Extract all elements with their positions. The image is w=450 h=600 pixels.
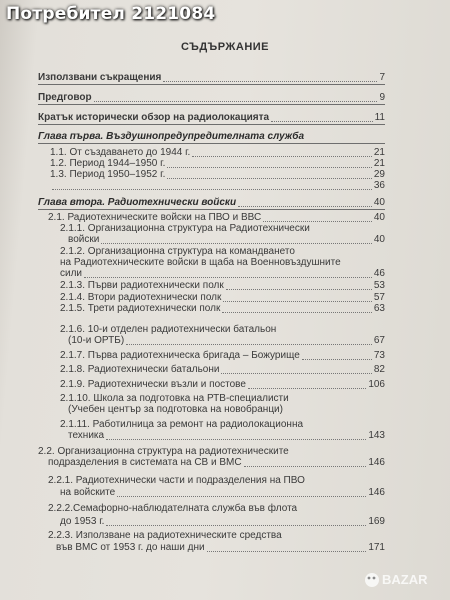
toc-entry — [48, 530, 385, 541]
toc-entry — [56, 542, 385, 553]
logo-text: BAZAR — [382, 572, 428, 587]
toc-entry — [38, 197, 385, 208]
bazar-logo-icon — [362, 562, 442, 594]
toc-entry — [50, 169, 385, 180]
toc-entry — [48, 457, 385, 468]
toc-entry-title: Използвани съкращения — [38, 72, 162, 83]
toc-entry-page: 40 — [373, 234, 385, 245]
toc-entry — [48, 475, 385, 486]
toc-dot-leader — [248, 388, 366, 389]
toc-entry-title: до 1953 г. — [60, 516, 105, 527]
toc-entry-title: 2.2. Организационна структура на радиотехническите — [38, 446, 289, 457]
toc-entry-title: 2.1.6. 10-и отделен радиотехнически батальон — [60, 324, 277, 335]
toc-entry — [50, 158, 385, 169]
toc-entry-title: 2.1.9. Радиотехнически възли и постове — [60, 379, 246, 390]
toc-entry-title: 2.1.10. Школа за подготовка на РТВ-специалисти — [60, 393, 289, 404]
section-rule — [38, 104, 385, 105]
toc-entry — [60, 419, 385, 430]
toc-entry-page: 36 — [373, 180, 385, 191]
toc-entry-page: 21 — [373, 158, 385, 169]
toc-entry-title: на войските — [60, 487, 116, 498]
toc-entry-title: (Учебен център за подготовка на новобранци) — [68, 404, 283, 415]
toc-entry — [60, 364, 385, 375]
toc-dot-leader — [221, 373, 371, 374]
toc-entry — [68, 234, 385, 245]
toc-entry-title: 2.1.3. Първи радиотехнически полк — [60, 280, 224, 291]
toc-entry-title: 1.2. Период 1944–1950 г. — [50, 158, 166, 169]
toc-entry — [68, 335, 385, 346]
toc-entry-page: 40 — [373, 197, 385, 208]
toc-entry-page: 40 — [373, 212, 385, 223]
toc-entry — [60, 223, 385, 234]
toc-entry-title: сили — [60, 268, 83, 279]
toc-entry-title: Кратък исторически обзор на радиолокацията — [38, 112, 270, 123]
toc-dot-leader — [94, 101, 378, 102]
toc-entry — [38, 72, 385, 83]
toc-entry-page: 146 — [368, 487, 385, 498]
toc-dot-leader — [226, 289, 372, 290]
toc-dot-leader — [223, 301, 372, 302]
toc-dot-leader — [167, 178, 372, 179]
toc-dot-leader — [222, 312, 372, 313]
toc-entry-page: 46 — [373, 268, 385, 279]
toc-dot-leader — [167, 167, 372, 168]
toc-entry — [60, 350, 385, 361]
toc-entry — [68, 404, 385, 415]
toc-entry-title: 2.1.2. Организационна структура на командването — [60, 246, 295, 257]
toc-dot-leader — [207, 551, 367, 552]
toc-entry-title: 2.1.5. Трети радиотехнически полк — [60, 303, 221, 314]
toc-entry — [60, 393, 385, 404]
toc-entry-page: 171 — [368, 542, 385, 553]
toc-entry-title: на Радиотехническите войски в щаба на Военновъздушните — [60, 257, 341, 268]
toc-dot-leader — [84, 277, 372, 278]
toc-dot-leader — [263, 221, 372, 222]
toc-entry-title: 2.2.3. Използване на радиотехническите средства — [48, 530, 282, 541]
toc-entry-title: 1.3. Период 1950–1952 г. — [50, 169, 166, 180]
toc-entry-page: 169 — [368, 516, 385, 527]
toc-entry-title: Глава втора. Радиотехнически войски — [38, 197, 237, 208]
toc-dot-leader — [52, 189, 372, 190]
toc-dot-leader — [244, 466, 367, 467]
toc-dot-leader — [106, 439, 366, 440]
toc-entry — [60, 246, 385, 257]
toc-entry-page: 106 — [368, 379, 385, 390]
toc-entry-page: 63 — [373, 303, 385, 314]
toc-entry-title: 2.1.4. Втори радиотехнически полк — [60, 292, 222, 303]
toc-entry-title: във ВМС от 1953 г. до наши дни — [56, 542, 205, 553]
toc-dot-leader — [238, 206, 372, 207]
toc-dot-leader — [192, 156, 372, 157]
toc-entry — [48, 503, 385, 514]
toc-entry — [38, 446, 385, 457]
toc-entry-page: 29 — [373, 169, 385, 180]
toc-entry-title: Предговор — [38, 92, 92, 103]
toc-dot-leader — [117, 496, 366, 497]
toc-entry — [60, 487, 385, 498]
toc-entry — [60, 324, 385, 335]
toc-entry — [60, 268, 385, 279]
toc-entry-title: 2.1.8. Радиотехнически батальони — [60, 364, 220, 375]
toc-entry — [60, 379, 385, 390]
toc-entry-page: 57 — [373, 292, 385, 303]
toc-entry-title: подразделения в системата на СВ и ВМС — [48, 457, 242, 468]
toc-entry-title: 2.2.1. Радиотехнически части и подразделения на ПВО — [48, 475, 305, 486]
toc-entry-title: 2.1.1. Организационна структура на Радиотехнически — [60, 223, 310, 234]
toc-entry-title: 2.1.7. Първа радиотехническа бригада – Божурище — [60, 350, 300, 361]
toc-entry-page: 82 — [373, 364, 385, 375]
toc-entry-page: 53 — [373, 280, 385, 291]
section-rule — [38, 124, 385, 125]
toc-entry — [50, 180, 385, 191]
toc-entry — [60, 257, 385, 268]
toc-entry-page: 146 — [368, 457, 385, 468]
toc-entry — [60, 292, 385, 303]
toc-entry-title: 2.1. Радиотехническите войски на ПВО и ВВС — [48, 212, 262, 223]
toc-entry-page: 143 — [368, 430, 385, 441]
toc-entry-title: 2.2.2.Семафорно-наблюдателната служба във флота — [48, 503, 298, 514]
toc-entry-title: (10-и ОРТБ) — [68, 335, 125, 346]
toc-entry — [60, 516, 385, 527]
toc-entry — [38, 92, 385, 103]
toc-entry — [38, 112, 385, 123]
toc-dot-leader — [126, 344, 372, 345]
toc-entry-title: войски — [68, 234, 100, 245]
toc-entry — [60, 280, 385, 291]
toc-entry-page: 67 — [373, 335, 385, 346]
toc-entry-page: 21 — [373, 147, 385, 158]
user-watermark: Потребител 2121084 — [6, 4, 216, 24]
section-rule — [38, 209, 385, 210]
section-rule — [38, 143, 385, 144]
toc-dot-leader — [101, 243, 372, 244]
toc-entry-page: 7 — [379, 72, 385, 83]
toc-dot-leader — [302, 359, 372, 360]
section-rule — [38, 84, 385, 85]
toc-entry-title: Глава първа. Въздушнопредупредителната служба — [38, 131, 305, 142]
toc-entry-title: 2.1.11. Работилница за ремонт на радиолокационна — [60, 419, 304, 430]
toc-entry — [48, 212, 385, 223]
toc-entry-page: 9 — [379, 92, 385, 103]
toc-entry-page: 11 — [374, 112, 385, 123]
toc-entry — [60, 303, 385, 314]
toc-entry-title: 1.1. От създаването до 1944 г. — [50, 147, 191, 158]
toc-dot-leader — [271, 121, 373, 122]
toc-entry-page: 73 — [373, 350, 385, 361]
page-title: СЪДЪРЖАНИЕ — [180, 41, 270, 53]
toc-dot-leader — [163, 81, 377, 82]
toc-entry — [50, 147, 385, 158]
toc-entry — [38, 131, 385, 142]
toc-entry — [68, 430, 385, 441]
toc-dot-leader — [106, 525, 366, 526]
toc-entry-title: техника — [68, 430, 105, 441]
